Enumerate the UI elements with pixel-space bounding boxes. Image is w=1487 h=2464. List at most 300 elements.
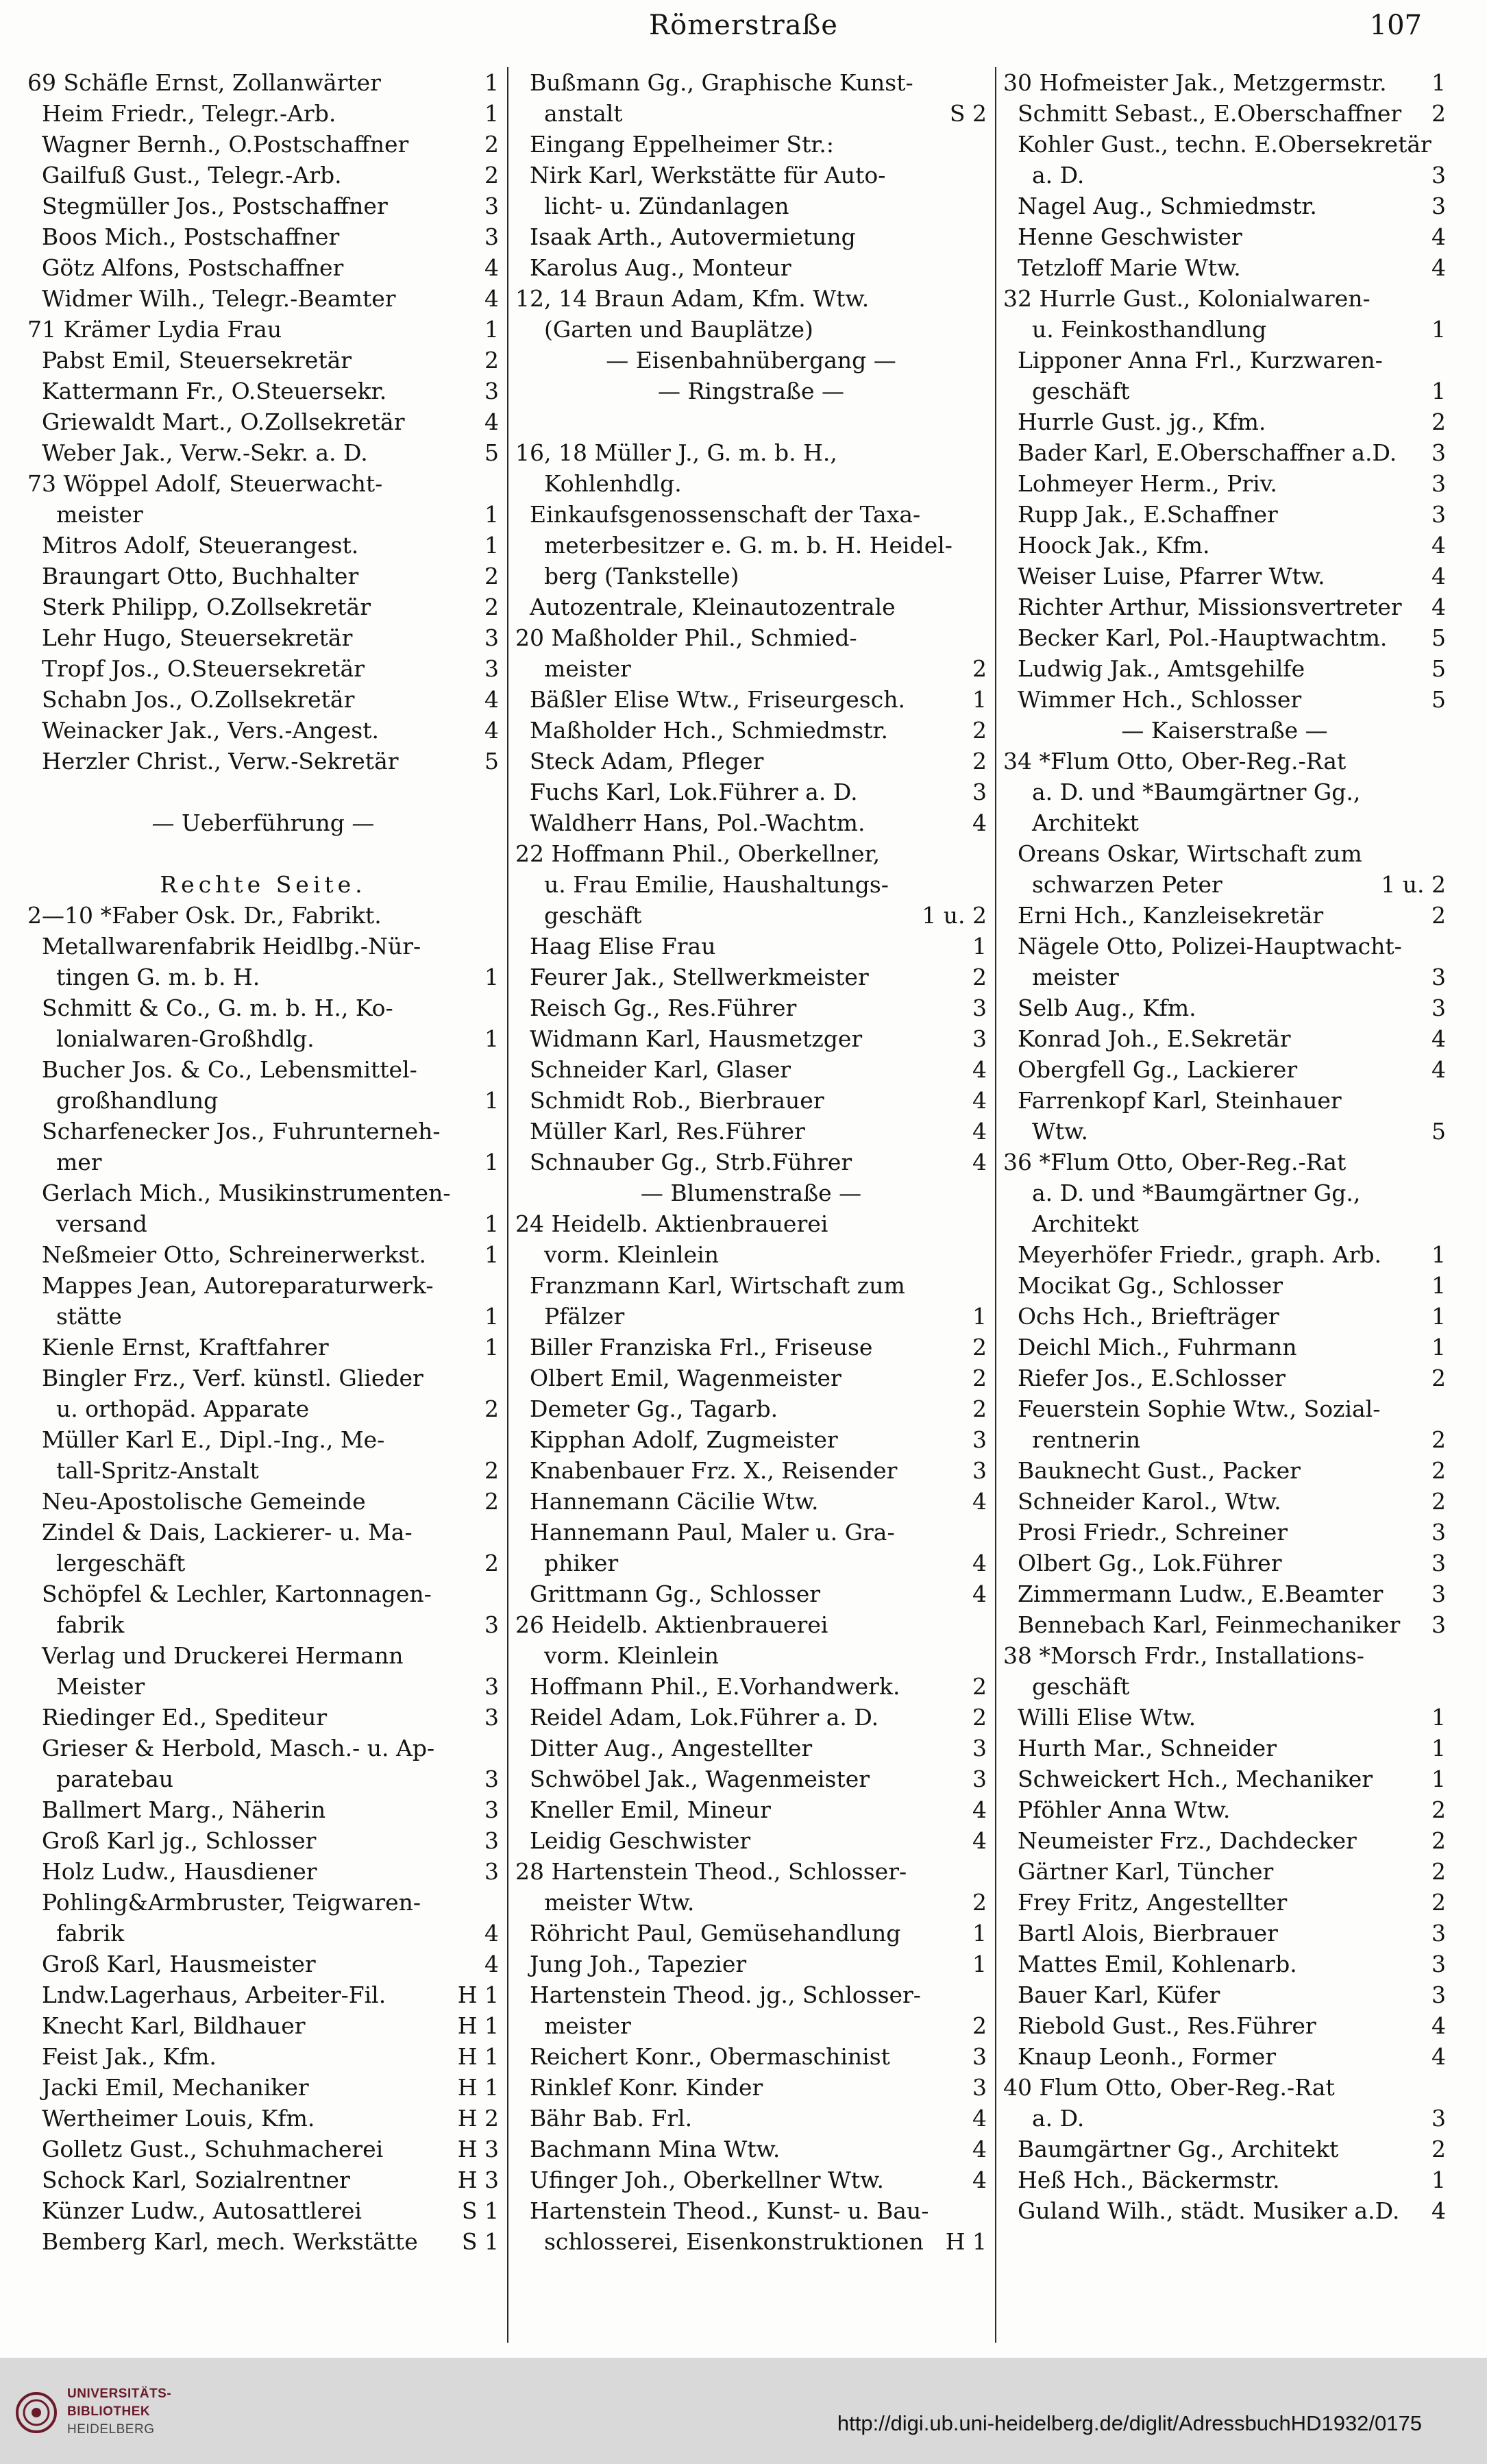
directory-entry: [27, 1671, 499, 1702]
floor-number: 3: [972, 1457, 987, 1484]
entry-text: meister: [515, 2012, 631, 2039]
floor-number: 2: [1431, 1365, 1446, 1391]
directory-entry: [1003, 1609, 1446, 1640]
entry-text: Mocikat Gg., Schlosser: [1003, 1272, 1283, 1299]
directory-entry: [1003, 1887, 1446, 1918]
directory-entry: [1003, 1702, 1446, 1733]
entry-text: Grieser & Herbold, Masch.- u. Ap-: [27, 1735, 435, 1761]
floor-number: 3: [1431, 1611, 1446, 1638]
directory-entry: [1003, 962, 1446, 992]
directory-entry: [27, 1486, 499, 1517]
floor-number: 3: [972, 779, 987, 805]
directory-entry: [27, 838, 499, 869]
directory-entry: [27, 1702, 499, 1733]
floor-number: 1: [484, 1334, 499, 1361]
floor-number: 3: [484, 1611, 499, 1638]
directory-entry: [515, 314, 987, 345]
entry-text: tall-Spritz-Anstalt: [27, 1457, 259, 1484]
directory-entry: [515, 1054, 987, 1085]
entry-text: Lndw.Lagerhaus, Arbeiter-Fil.: [27, 1981, 386, 2008]
directory-entry: [27, 1054, 499, 1085]
directory-entry: [27, 715, 499, 746]
entry-text: Wimmer Hch., Schlosser: [1003, 686, 1302, 713]
entry-text: Konrad Joh., E.Sekretär: [1003, 1025, 1291, 1052]
floor-number: 3: [1431, 1920, 1446, 1947]
floor-number: H 1: [457, 2012, 499, 2039]
directory-entry: [1003, 684, 1446, 715]
floor-number: 3: [1431, 1550, 1446, 1576]
floor-number: 1: [484, 100, 499, 127]
entry-text: Metallwarenfabrik Heidlbg.-Nür-: [27, 933, 421, 960]
floor-number: 1: [1431, 1766, 1446, 1792]
directory-entry: [27, 345, 499, 376]
entry-text: Fuchs Karl, Lok.Führer a. D.: [515, 779, 858, 805]
floor-number: 4: [484, 717, 499, 744]
entry-text: Boos Mich., Postschaffner: [27, 223, 340, 250]
floor-number: S 2: [949, 100, 987, 127]
directory-entry: [515, 499, 987, 530]
entry-text: Hurth Mar., Schneider: [1003, 1735, 1277, 1761]
directory-entry: [515, 1918, 987, 1949]
entry-text: Obergfell Gg., Lackierer: [1003, 1056, 1298, 1083]
floor-number: 3: [1431, 1981, 1446, 2008]
directory-entry: [515, 406, 987, 437]
directory-entry: [515, 1363, 987, 1393]
floor-number: 1: [484, 532, 499, 559]
floor-number: 2: [484, 347, 499, 374]
directory-entry: [1003, 1393, 1446, 1424]
directory-entry: [27, 1517, 499, 1548]
floor-number: 1: [972, 686, 987, 713]
directory-entry: [1003, 1363, 1446, 1393]
directory-entry: [1003, 2134, 1446, 2164]
directory-entry: [515, 1733, 987, 1764]
entry-text: Tetzloff Marie Wtw.: [1003, 254, 1241, 281]
directory-entry: [27, 992, 499, 1023]
directory-entry: [515, 715, 987, 746]
floor-number: 2: [972, 1334, 987, 1361]
directory-entry: [515, 1856, 987, 1887]
floor-number: 2: [972, 1673, 987, 1700]
directory-entry: [515, 437, 987, 468]
entry-text: Bingler Frz., Verf. künstl. Glieder: [27, 1365, 423, 1391]
entry-text: Neu-Apostolische Gemeinde: [27, 1488, 366, 1515]
floor-number: 4: [1431, 254, 1446, 281]
directory-entry: [27, 1856, 499, 1887]
entry-text: Scharfenecker Jos., Fuhrunterneh-: [27, 1118, 441, 1145]
directory-entry: [515, 468, 987, 499]
entry-text: Schnauber Gg., Strb.Führer: [515, 1149, 852, 1175]
floor-number: 1: [484, 1087, 499, 1114]
entry-text: Kohler Gust., techn. E.Obersekretär: [1003, 131, 1431, 158]
floor-number: 4: [1431, 532, 1446, 559]
directory-entry: [515, 1332, 987, 1363]
entry-text: großhandlung: [27, 1087, 219, 1114]
entry-text: 22 Hoffmann Phil., Oberkellner,: [515, 840, 881, 867]
entry-text: fabrik: [27, 1920, 125, 1947]
directory-entry: [1003, 2010, 1446, 2041]
directory-entry: [515, 1979, 987, 2010]
floor-number: 2: [1431, 1827, 1446, 1854]
directory-entry: [515, 838, 987, 869]
directory-entry: [1003, 2195, 1446, 2226]
directory-entry: [27, 1949, 499, 1979]
entry-text: 34 *Flum Otto, Ober-Reg.-Rat: [1003, 748, 1347, 774]
entry-text: Jacki Emil, Mechaniker: [27, 2074, 309, 2101]
floor-number: 2: [484, 1457, 499, 1484]
floor-number: 2: [1431, 1457, 1446, 1484]
directory-entry: [27, 900, 499, 931]
entry-text: 71 Krämer Lydia Frau: [27, 316, 282, 343]
entry-text: Groß Karl jg., Schlosser: [27, 1827, 317, 1854]
directory-entry: [27, 1764, 499, 1794]
floor-number: 3: [1431, 2105, 1446, 2132]
directory-entry: [27, 2041, 499, 2072]
floor-number: 3: [972, 1025, 987, 1052]
directory-entry: [1003, 807, 1446, 838]
section-heading: [27, 807, 499, 838]
directory-entry: [27, 129, 499, 160]
entry-text: u. Feinkosthandlung: [1003, 316, 1267, 343]
entry-text: Knabenbauer Frz. X., Reisender: [515, 1457, 898, 1484]
directory-entry: [515, 591, 987, 622]
floor-number: 2: [1431, 1889, 1446, 1916]
directory-entry: [1003, 1270, 1446, 1301]
entry-text: Reisch Gg., Res.Führer: [515, 995, 797, 1021]
entry-text: Nägele Otto, Polizei-Hauptwacht-: [1003, 933, 1402, 960]
floor-number: 5: [1431, 655, 1446, 682]
entry-text: Erni Hch., Kanzleisekretär: [1003, 902, 1324, 929]
floor-number: 3: [972, 2043, 987, 2070]
directory-entry: [515, 869, 987, 900]
directory-entry: [1003, 191, 1446, 221]
entry-text: Ludwig Jak., Amtsgehilfe: [1003, 655, 1305, 682]
entry-text: meister: [27, 501, 143, 528]
entry-text: — Eisenbahnübergang —: [606, 347, 896, 374]
entry-text: Gailfuß Gust., Telegr.-Arb.: [27, 162, 342, 188]
floor-number: 1: [484, 1210, 499, 1237]
floor-number: 2: [484, 563, 499, 589]
directory-entry: [515, 160, 987, 191]
entry-text: anstalt: [515, 100, 623, 127]
directory-entry: [1003, 1640, 1446, 1671]
directory-entry: [1003, 98, 1446, 129]
directory-entry: [515, 2010, 987, 2041]
entry-text: — Kaiserstraße —: [1121, 717, 1328, 744]
floor-number: 3: [1431, 1581, 1446, 1607]
entry-text: Karolus Aug., Monteur: [515, 254, 791, 281]
entry-text: Jung Joh., Tapezier: [515, 1951, 747, 1977]
entry-text: Baumgärtner Gg., Architekt: [1003, 2136, 1339, 2162]
floor-number: H 1: [457, 2043, 499, 2070]
floor-number: 2: [972, 1395, 987, 1422]
entry-text: Röhricht Paul, Gemüsehandlung: [515, 1920, 901, 1947]
entry-text: Einkaufsgenossenschaft der Taxa-: [515, 501, 921, 528]
floor-number: 1: [1431, 1735, 1446, 1761]
directory-entry: [515, 1393, 987, 1424]
directory-entry: [515, 1116, 987, 1147]
floor-number: 4: [972, 2167, 987, 2193]
directory-entry: [1003, 2103, 1446, 2134]
directory-entry: [515, 2134, 987, 2164]
entry-text: Henne Geschwister: [1003, 223, 1242, 250]
entry-text: geschäft: [515, 902, 642, 929]
entry-text: 24 Heidelb. Aktienbrauerei: [515, 1210, 828, 1237]
entry-text: 73 Wöppel Adolf, Steuerwacht-: [27, 470, 383, 497]
entry-text: Reidel Adam, Lok.Führer a. D.: [515, 1704, 879, 1731]
floor-number: 1: [1431, 1272, 1446, 1299]
entry-text: Pfälzer: [515, 1303, 625, 1330]
directory-entry: [27, 1825, 499, 1856]
logo-line-1: UNIVERSITÄTS-: [67, 2387, 172, 2401]
directory-entry: [27, 684, 499, 715]
entry-text: Riebold Gust., Res.Führer: [1003, 2012, 1316, 2039]
entry-text: Biller Franziska Frl., Friseuse: [515, 1334, 873, 1361]
floor-number: 3: [484, 1673, 499, 1700]
floor-number: 3: [484, 1796, 499, 1823]
directory-entry: [27, 191, 499, 221]
entry-text: Demeter Gg., Tagarb.: [515, 1395, 778, 1422]
directory-entry: [1003, 221, 1446, 252]
entry-text: (Garten und Bauplätze): [515, 316, 813, 343]
directory-entry: [515, 252, 987, 283]
directory-entry: [1003, 1455, 1446, 1486]
column-left: [27, 67, 499, 2353]
entry-text: 28 Hartenstein Theod., Schlosser-: [515, 1858, 907, 1885]
directory-entry: [27, 1116, 499, 1147]
entry-text: Hurrle Gust. jg., Kfm.: [1003, 408, 1266, 435]
directory-entry: [1003, 1486, 1446, 1517]
floor-number: 1 u. 2: [1381, 871, 1446, 898]
page-title: Römerstraße: [649, 10, 838, 41]
floor-number: H 1: [945, 2228, 987, 2255]
floor-number: 3: [484, 223, 499, 250]
directory-entry: [515, 1208, 987, 1239]
floor-number: 4: [484, 285, 499, 312]
floor-number: 3: [1431, 964, 1446, 990]
directory-entry: [515, 1239, 987, 1270]
floor-number: 1: [484, 964, 499, 990]
directory-entry: [1003, 1054, 1446, 1085]
floor-number: 1: [484, 1025, 499, 1052]
floor-number: 3: [484, 1766, 499, 1792]
directory-entry: [27, 468, 499, 499]
directory-entry: [1003, 561, 1446, 591]
floor-number: 4: [484, 1951, 499, 1977]
directory-entry: [515, 530, 987, 561]
entry-text: Architekt: [1003, 809, 1139, 836]
entry-text: Hartenstein Theod., Kunst- u. Bau-: [515, 2197, 929, 2224]
entry-text: Richter Arthur, Missionsvertreter: [1003, 594, 1402, 620]
entry-text: mer: [27, 1149, 102, 1175]
directory-entry: [1003, 2072, 1446, 2103]
directory-entry: [27, 1609, 499, 1640]
directory-entry: [515, 622, 987, 653]
entry-text: Schabn Jos., O.Zollsekretär: [27, 686, 355, 713]
directory-entry: [27, 1270, 499, 1301]
directory-entry: [1003, 1979, 1446, 2010]
source-url-link[interactable]: http://digi.ub.uni-heidelberg.de/diglit/AdressbuchHD1932/0175: [837, 2411, 1422, 2435]
entry-text: Deichl Mich., Fuhrmann: [1003, 1334, 1297, 1361]
floor-number: 3: [484, 1858, 499, 1885]
floor-number: 2: [484, 1550, 499, 1576]
floor-number: 4: [972, 1087, 987, 1114]
entry-text: Pföhler Anna Wtw.: [1003, 1796, 1231, 1823]
library-logo[interactable]: [15, 2382, 193, 2444]
entry-text: Neßmeier Otto, Schreinerwerkst.: [27, 1241, 427, 1268]
entry-text: lergeschäft: [27, 1550, 186, 1576]
entry-text: schlosserei, Eisenkonstruktionen: [515, 2228, 924, 2255]
floor-number: 4: [972, 1056, 987, 1083]
floor-number: 2: [1431, 1796, 1446, 1823]
entry-text: Schmitt & Co., G. m. b. H., Ko-: [27, 995, 393, 1021]
entry-text: Schneider Karl, Glaser: [515, 1056, 791, 1083]
entry-text: Groß Karl, Hausmeister: [27, 1951, 316, 1977]
entry-text: paratebau: [27, 1766, 174, 1792]
directory-entry: [515, 1794, 987, 1825]
entry-text: Holz Ludw., Hausdiener: [27, 1858, 317, 1885]
floor-number: 4: [972, 2105, 987, 2132]
directory-entry: [1003, 591, 1446, 622]
floor-number: 3: [972, 2074, 987, 2101]
entry-text: Braungart Otto, Buchhalter: [27, 563, 359, 589]
floor-number: 2: [1431, 1858, 1446, 1885]
library-seal-icon: [15, 2385, 58, 2440]
floor-number: 4: [972, 1581, 987, 1607]
entry-text: meister: [1003, 964, 1119, 990]
directory-entry: [1003, 376, 1446, 406]
floor-number: 4: [972, 2136, 987, 2162]
directory-entry: [1003, 1178, 1446, 1208]
entry-text: Lohmeyer Herm., Priv.: [1003, 470, 1277, 497]
floor-number: 1: [1431, 1303, 1446, 1330]
entry-text: rentnerin: [1003, 1426, 1141, 1453]
floor-number: 4: [1431, 1056, 1446, 1083]
directory-entry: [27, 1023, 499, 1054]
directory-entry: [515, 900, 987, 931]
entry-text: licht- u. Zündanlagen: [515, 193, 789, 219]
entry-text: Schmitt Sebast., E.Oberschaffner: [1003, 100, 1402, 127]
floor-number: S 1: [461, 2228, 499, 2255]
directory-entry: [27, 1393, 499, 1424]
floor-number: 2: [1431, 1488, 1446, 1515]
entry-text: Pohling&Armbruster, Teigwaren-: [27, 1889, 421, 1916]
entry-text: Franzmann Karl, Wirtschaft zum: [515, 1272, 905, 1299]
directory-entry: [27, 98, 499, 129]
directory-entry: [27, 1085, 499, 1116]
floor-number: 4: [1431, 594, 1446, 620]
directory-entry: [515, 1517, 987, 1548]
floor-number: 3: [1431, 193, 1446, 219]
directory-entry: [27, 1548, 499, 1578]
floor-number: 3: [972, 1735, 987, 1761]
floor-number: 2: [1431, 408, 1446, 435]
floor-number: 4: [484, 408, 499, 435]
entry-text: a. D. und *Baumgärtner Gg.,: [1003, 779, 1361, 805]
directory-entry: [1003, 900, 1446, 931]
floor-number: 1: [972, 1951, 987, 1977]
entry-text: Neumeister Frz., Dachdecker: [1003, 1827, 1357, 1854]
entry-text: Tropf Jos., O.Steuersekretär: [27, 655, 365, 682]
directory-entry: [515, 1085, 987, 1116]
entry-text: Widmer Wilh., Telegr.-Beamter: [27, 285, 396, 312]
floor-number: 5: [484, 439, 499, 466]
directory-entry: [1003, 992, 1446, 1023]
entry-text: meterbesitzer e. G. m. b. H. Heidel-: [515, 532, 953, 559]
directory-entry: [27, 1208, 499, 1239]
floor-number: 2: [972, 1365, 987, 1391]
column-right: [1003, 67, 1446, 2353]
entry-text: Knaup Leonh., Former: [1003, 2043, 1277, 2070]
floor-number: 4: [1431, 2197, 1446, 2224]
directory-entry: [515, 1486, 987, 1517]
floor-number: 1: [484, 1303, 499, 1330]
directory-entry: [515, 129, 987, 160]
directory-entry: [515, 2072, 987, 2103]
directory-entry: [27, 1794, 499, 1825]
entry-text: Leidig Geschwister: [515, 1827, 751, 1854]
directory-entry: [27, 252, 499, 283]
floor-number: 3: [484, 378, 499, 404]
entry-text: schwarzen Peter: [1003, 871, 1222, 898]
entry-text: Feuerstein Sophie Wtw., Sozial-: [1003, 1395, 1381, 1422]
floor-number: 1: [972, 1920, 987, 1947]
entry-text: Bartl Alois, Bierbrauer: [1003, 1920, 1278, 1947]
directory-entry: [1003, 1825, 1446, 1856]
floor-number: 4: [1431, 2012, 1446, 2039]
entry-text: Architekt: [1003, 1210, 1139, 1237]
floor-number: 1: [484, 69, 499, 96]
directory-entry: [27, 2134, 499, 2164]
floor-number: 2: [1431, 902, 1446, 929]
directory-entry: [27, 931, 499, 962]
entry-text: Bennebach Karl, Feinmechaniker: [1003, 1611, 1401, 1638]
entry-text: Olbert Emil, Wagenmeister: [515, 1365, 841, 1391]
entry-text: Frey Fritz, Angestellter: [1003, 1889, 1288, 1916]
entry-text: Bader Karl, E.Oberschaffner a.D.: [1003, 439, 1397, 466]
directory-entry: [515, 777, 987, 807]
entry-text: vorm. Kleinlein: [515, 1642, 719, 1669]
directory-entry: [515, 221, 987, 252]
directory-entry: [515, 1424, 987, 1455]
floor-number: 2: [972, 717, 987, 744]
entry-text: — Blumenstraße —: [640, 1180, 862, 1206]
directory-entry: [27, 746, 499, 777]
directory-entry: [27, 314, 499, 345]
floor-number: 4: [1431, 223, 1446, 250]
entry-text: Mattes Emil, Kohlenarb.: [1003, 1951, 1297, 1977]
directory-entry: [27, 591, 499, 622]
floor-number: 4: [484, 1920, 499, 1947]
directory-entry: [515, 191, 987, 221]
floor-number: 2: [972, 2012, 987, 2039]
directory-entry: [27, 67, 499, 98]
floor-number: H 2: [457, 2105, 499, 2132]
directory-entry: [515, 1270, 987, 1301]
floor-number: 4: [1431, 563, 1446, 589]
entry-text: Feist Jak., Kfm.: [27, 2043, 217, 2070]
entry-text: Stegmüller Jos., Postschaffner: [27, 193, 388, 219]
column-divider: [995, 67, 996, 2343]
entry-text: Schwöbel Jak., Wagenmeister: [515, 1766, 870, 1792]
floor-number: 3: [484, 1704, 499, 1731]
directory-entry: [1003, 1085, 1446, 1116]
directory-entry: [1003, 468, 1446, 499]
entry-text: fabrik: [27, 1611, 125, 1638]
directory-entry: [515, 67, 987, 98]
floor-number: 2: [1431, 100, 1446, 127]
directory-entry: [515, 1548, 987, 1578]
